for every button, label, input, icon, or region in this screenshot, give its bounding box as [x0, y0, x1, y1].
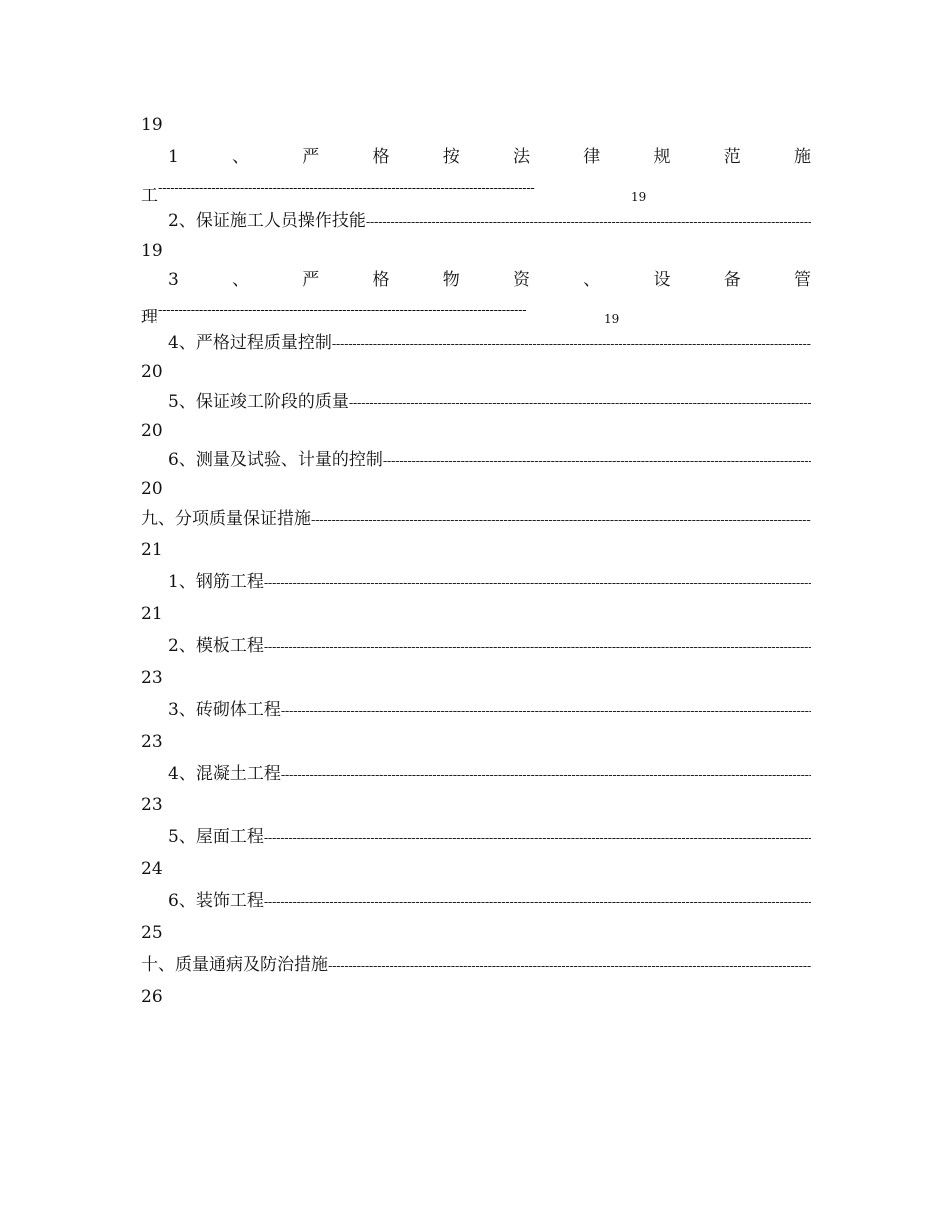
toc-entry[interactable] — [168, 889, 811, 913]
toc-entry[interactable] — [168, 825, 811, 849]
toc-entry-title: 4、混凝土工程 — [168, 764, 281, 784]
toc-entry-title — [168, 145, 811, 169]
toc-entry-continuation — [141, 177, 811, 201]
toc-char: 严 — [302, 270, 320, 290]
toc-entry-title: 5、屋面工程 — [168, 827, 264, 847]
toc-entry-title — [168, 268, 811, 292]
toc-page-number: 19 — [141, 115, 163, 135]
toc-char: 施 — [793, 147, 811, 167]
toc-leader — [264, 827, 811, 849]
toc-leader — [349, 392, 811, 414]
toc-entry-title: 九、分项质量保证措施 — [141, 509, 311, 529]
toc-entry-title: 3、砖砌体工程 — [168, 700, 281, 720]
toc-char: 按 — [442, 147, 460, 167]
toc-page-number: 20 — [141, 421, 163, 441]
toc-page-number: 20 — [141, 479, 163, 499]
toc-leader — [366, 211, 811, 233]
toc-entry[interactable] — [168, 762, 811, 786]
toc-entry-title: 十、质量通病及防治措施 — [141, 955, 328, 975]
toc-char: 律 — [583, 147, 601, 167]
toc-leader — [311, 509, 811, 531]
toc-entry-continuation — [141, 299, 811, 323]
toc-entry[interactable] — [168, 634, 811, 658]
toc-page-number: 19 — [631, 190, 647, 201]
toc-entry[interactable] — [168, 698, 811, 722]
toc-leader — [281, 700, 811, 722]
toc-page-number: 20 — [141, 362, 163, 382]
toc-page-number: 23 — [141, 795, 163, 815]
toc-entry[interactable] — [168, 390, 811, 414]
toc-page-number: 24 — [141, 859, 163, 879]
toc-char: 、 — [232, 270, 250, 290]
toc-leader: -------------------------------------------------------------------------------------------- — [158, 181, 535, 196]
toc-leader — [264, 572, 811, 594]
toc-char: 物 — [442, 270, 460, 290]
toc-entry[interactable] — [168, 448, 811, 472]
toc-entry-title: 2、模板工程 — [168, 636, 264, 656]
toc-page-number: 21 — [141, 604, 163, 624]
toc-leader — [332, 333, 811, 355]
toc-entry-title: 6、测量及试验、计量的控制 — [168, 450, 383, 470]
toc-leader — [383, 450, 811, 472]
toc-entry[interactable] — [168, 331, 811, 355]
toc-entry-title: 5、保证竣工阶段的质量 — [168, 392, 349, 412]
toc-entry[interactable] — [141, 953, 811, 977]
toc-entry-title: 2、保证施工人员操作技能 — [168, 211, 366, 231]
toc-char: 格 — [372, 270, 390, 290]
toc-entry[interactable] — [168, 209, 811, 233]
toc-entry-title: 6、装饰工程 — [168, 891, 264, 911]
toc-char: 范 — [723, 147, 741, 167]
toc-page-number: 23 — [141, 668, 163, 688]
toc-leader — [264, 891, 811, 913]
toc-entry[interactable] — [168, 570, 811, 594]
toc-leader — [281, 764, 811, 786]
toc-char: 严 — [302, 147, 320, 167]
toc-char: 管 — [793, 270, 811, 290]
toc-char: 1 — [168, 147, 179, 167]
toc-page-number: 21 — [141, 540, 163, 560]
toc-char: 3 — [168, 270, 179, 290]
toc-char: 格 — [372, 147, 390, 167]
toc-page-number: 19 — [604, 312, 620, 323]
toc-page-number: 25 — [141, 923, 163, 943]
toc-char: 备 — [723, 270, 741, 290]
toc-char: 设 — [653, 270, 671, 290]
toc-page-number: 26 — [141, 987, 163, 1007]
toc-char: 资 — [513, 270, 530, 290]
toc-leader: ------------------------------------------------------------------------------------------ — [158, 303, 527, 318]
toc-char: 、 — [232, 147, 250, 167]
toc-char: 法 — [513, 147, 530, 167]
toc-entry-title: 1、钢筋工程 — [168, 572, 264, 592]
toc-page-number: 23 — [141, 732, 163, 752]
toc-leader — [328, 955, 811, 977]
toc-entry-title: 4、严格过程质量控制 — [168, 333, 332, 353]
toc-char: 理 — [141, 308, 158, 323]
toc-leader — [264, 636, 811, 658]
toc-entry[interactable] — [141, 507, 811, 531]
toc-page-number: 19 — [141, 241, 163, 261]
toc-char: 工 — [141, 186, 158, 201]
toc-char: 、 — [583, 270, 601, 290]
toc-char: 规 — [653, 147, 671, 167]
